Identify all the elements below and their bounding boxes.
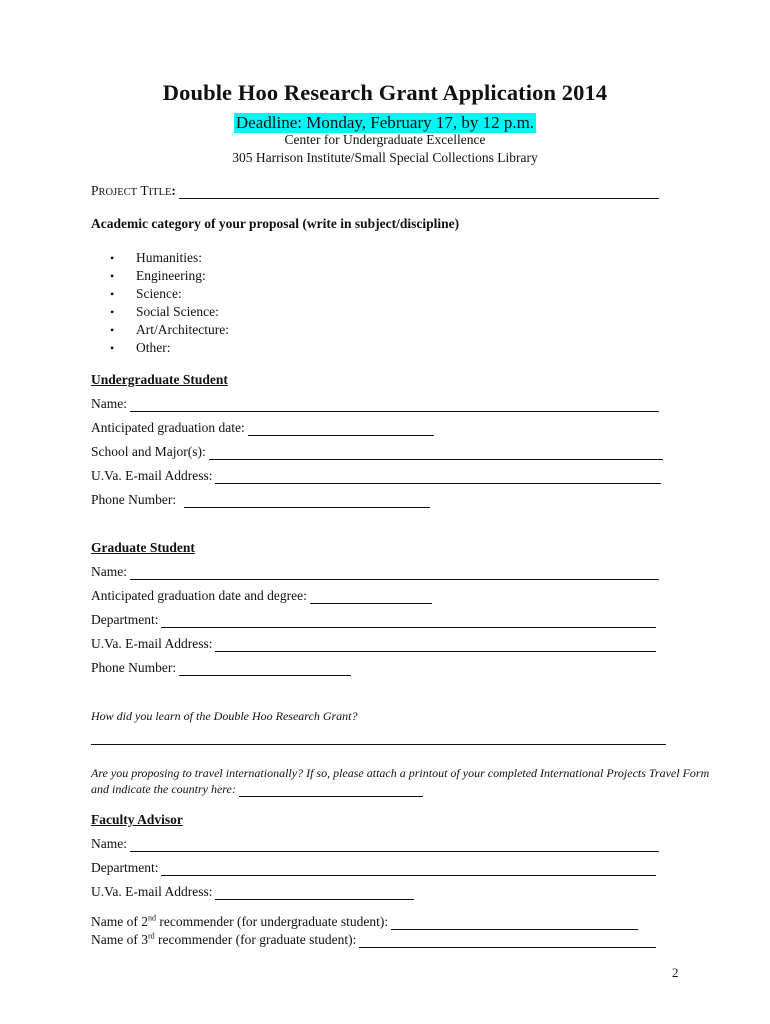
graduate-department-field[interactable] [161, 614, 656, 628]
undergrad-grad-date-field[interactable] [248, 422, 434, 436]
learn-question: How did you learn of the Double Hoo Research Grant? [91, 709, 358, 723]
list-item: • Science: [110, 286, 182, 301]
graduate-grad-date-row: Anticipated graduation date and degree: [91, 588, 432, 606]
faculty-name-row: Name: [91, 836, 659, 854]
center-address: 305 Harrison Institute/Small Special Collections Library [232, 150, 538, 165]
undergrad-phone-row: Phone Number: [91, 492, 430, 510]
center-name: Center for Undergraduate Excellence [284, 132, 486, 147]
undergrad-name-field[interactable] [130, 398, 659, 412]
academic-category-list [110, 249, 229, 357]
learn-answer-field[interactable] [91, 744, 666, 745]
undergrad-school-row: School and Major(s): [91, 444, 663, 462]
undergrad-name-row: Name: [91, 396, 659, 414]
recommender-2-row: Name of 2nd recommender (for undergraduate student): [91, 914, 638, 932]
faculty-email-row: U.Va. E-mail Address: [91, 884, 414, 902]
recommender-3-field[interactable] [359, 934, 656, 948]
undergrad-grad-date-row: Anticipated graduation date: [91, 420, 434, 438]
faculty-department-row: Department: [91, 860, 656, 878]
deadline-block [0, 113, 770, 133]
faculty-name-field[interactable] [130, 838, 659, 852]
page-number: 2 [672, 965, 679, 980]
graduate-phone-field[interactable] [179, 662, 351, 676]
recommender-2-field[interactable] [391, 916, 638, 930]
undergrad-school-field[interactable] [209, 446, 663, 460]
page-title: Double Hoo Research Grant Application 2014 [162, 80, 608, 105]
list-item: • Engineering: [110, 268, 206, 283]
list-item: • Other: [110, 340, 171, 355]
project-title-field[interactable] [179, 185, 659, 199]
undergrad-email-field[interactable] [215, 470, 661, 484]
project-title-row [91, 183, 659, 201]
graduate-name-row: Name: [91, 564, 659, 582]
faculty-heading: Faculty Advisor [91, 812, 183, 827]
list-item: • Art/Architecture: [110, 322, 229, 337]
graduate-department-row: Department: [91, 612, 656, 630]
list-item: • Humanities: [110, 250, 202, 265]
graduate-grad-date-field[interactable] [310, 590, 432, 604]
travel-country-field[interactable] [239, 783, 423, 797]
travel-question-line1: Are you proposing to travel internationally? If so, please attach a printout of your completed International Projects Travel Form [91, 766, 710, 780]
academic-category-heading: Academic category of your proposal (write in subject/discipline) [91, 216, 460, 231]
graduate-email-field[interactable] [215, 638, 656, 652]
graduate-email-row: U.Va. E-mail Address: [91, 636, 656, 654]
undergrad-heading: Undergraduate Student [91, 372, 228, 387]
recommender-3-row: Name of 3rd recommender (for graduate student): [91, 932, 656, 950]
project-title-label: PROJECT TITLE: [91, 183, 176, 198]
list-item: • Social Science: [110, 304, 219, 319]
faculty-department-field[interactable] [161, 862, 656, 876]
faculty-email-field[interactable] [215, 886, 414, 900]
graduate-name-field[interactable] [130, 566, 659, 580]
graduate-heading: Graduate Student [91, 540, 195, 555]
deadline-text: Deadline: Monday, February 17, by 12 p.m. [235, 113, 535, 132]
undergrad-phone-field[interactable] [184, 494, 430, 508]
travel-country-row: and indicate the country here: [91, 781, 423, 799]
graduate-phone-row: Phone Number: [91, 660, 351, 678]
undergrad-email-row: U.Va. E-mail Address: [91, 468, 661, 486]
